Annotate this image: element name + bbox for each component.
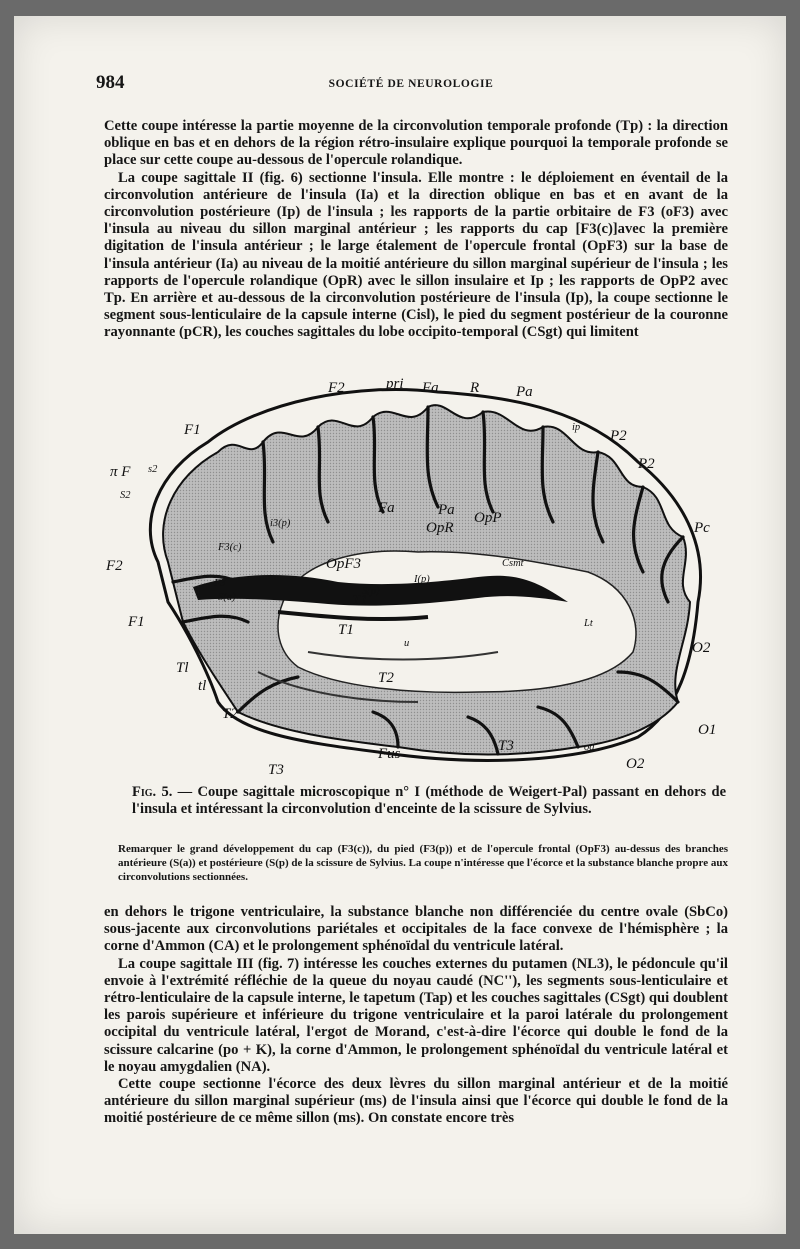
label-O1: O1 — [698, 722, 717, 738]
label-tl: tl — [198, 678, 207, 694]
label-piF: π F — [110, 464, 131, 480]
figure-caption — [132, 784, 726, 818]
white-matter — [278, 551, 636, 692]
page-number: 984 — [96, 72, 125, 93]
paragraph: La coupe sagittale III (fig. 7) intéresse les couches externes du putamen (NL3), le pédoncule qu'il envoie à l'extrémité réfléchie de la queue du noyau caudé (NC''), les segments sous-lenticulaire et rétro-lenticulaire de la capsule interne, le tapetum (Tap) et les couches sagittales (CSgt) qui doublent les parois supérieure et inférieure du trigone ventriculaire et la paroi latérale du prolongement occipital du ventricule latéral, l'ergot de Morand, c'est-à-dire l'écorce qui double le fond de la scissure calcarine (po + K), la corne d'Ammon, le prolongement sphénoïdal du ventricule latéral et le noyau amygdalien (NA). — [104, 955, 728, 1075]
label-T3-b: T3 — [268, 762, 284, 778]
label-F2-top: F2 — [328, 380, 345, 396]
caption-text: — Coupe sagittale microscopique n° I (méthode de Weigert-Pal) passant en dehors de l'insula et intéressant la circonvolution d'enceinte de la scissure de Sylvius. — [132, 784, 727, 817]
paragraph: Cette coupe intéresse la partie moyenne de la circonvolution temporale profonde (Tp) : la direction oblique en bas et en dehors de la région rétro-insulaire explique pourquoi la temporale profonde se place sur cette coupe au-dessous de l'opercule rolandique. — [104, 118, 728, 169]
label-u: u — [404, 638, 410, 649]
body-text-top — [104, 118, 728, 342]
label-T3: T3 — [498, 738, 514, 754]
label-F1-top: F1 — [184, 422, 201, 438]
label-F2-left: F2 — [106, 558, 123, 574]
label-O2-b: O2 — [626, 756, 645, 772]
label-F3c: F3(c) — [218, 542, 242, 553]
figure-note: Remarquer le grand développement du cap (F3(c)), du pied (F3(p)) et de l'opercule frontal (OpF3) au-dessus des branches antérieure (S(a)) et postérieure (S(p) de la scissure de Sylvius. La coupe n'intéresse que l'écorce et la substance blanche propre aux circonvolutions sectionnées. — [118, 843, 728, 883]
figure-number: Fig. 5. — [132, 784, 173, 800]
brain-section-figure — [98, 372, 738, 784]
label-oa: oa — [584, 742, 595, 753]
label-R: R — [470, 380, 480, 396]
label-F1-left: F1 — [128, 614, 145, 630]
label-pri: pri — [386, 376, 404, 392]
label-ip: ip — [572, 422, 581, 433]
label-S2: S2 — [120, 490, 131, 501]
label-T1-a: T1 — [352, 592, 368, 608]
label-Pa: Pa — [516, 384, 533, 400]
label-S-a: S(a) — [218, 592, 236, 603]
label-O2-a: O2 — [692, 640, 711, 656]
label-OpR: OpR — [426, 520, 454, 536]
label-T1-b: T1 — [338, 622, 354, 638]
running-head: SOCIÉTÉ DE NEUROLOGIE — [328, 78, 494, 90]
label-Pc: Pc — [694, 520, 710, 536]
label-P2-a: P2 — [610, 428, 627, 444]
label-OpF3: OpF3 — [326, 556, 361, 572]
label-T2-b: T2 — [222, 706, 238, 722]
paragraph: La coupe sagittale II (fig. 6) sectionne l'insula. Elle montre : le déploiement en éventail de la circonvolution antérieure de l'insula (Ia) et la direction oblique en bas et en avant de la circonvolution postérieure (Ip) de l'insula ; les rapports de la partie orbitaire de F3 (oF3) avec l'insula au niveau du sillon marginal antérieur ; les rapports du cap [F3(c)]avec la première digitation de l'insula antérieur ; le large étalement de l'opercule frontal (OpF3) sur la base de l'insula antérieur (Ia) au niveau de la moitié antérieure du sillon marginal supérieur de l'insula ; les rapports de l'opercule rolandique (OpR) avec le sillon insulaire et Ip ; les rapports de OpP2 avec Tp. En arrière et au-dessous de la circonvolution postérieure de l'insula (Ip), la coupe sectionne le segment sous-lenticulaire de la capsule interne (Cisl), le pied du segment postérieur de la couronne rayonnante (pCR), les couches sagittales du lobe occipito-temporal (CSgt) qui limitent — [104, 169, 728, 341]
label-T2: T2 — [378, 670, 394, 686]
page-header — [96, 72, 726, 98]
label-Pa-2: Pa — [438, 502, 455, 518]
label-Fus: Fus — [378, 746, 401, 762]
label-Tl: Tl — [176, 660, 189, 676]
brain-section-drawing — [98, 372, 738, 784]
label-S-p: S(p) — [362, 586, 380, 597]
label-Csmt: Csmt — [502, 558, 524, 569]
label-i3p: i3(p) — [270, 518, 291, 529]
body-text-bottom — [104, 904, 728, 1128]
label-F3: F3 — [214, 578, 226, 589]
label-Fa-2: Fa — [378, 500, 395, 516]
label-OpP: OpP — [474, 510, 502, 526]
paragraph: Cette coupe sectionne l'écorce des deux lèvres du sillon marginal antérieur et de la moitié antérieure du sillon marginal supérieur (ms) de l'insula ainsi que l'écorce qui double le fond de la moitié postérieure de ce même sillon (ms). On constate encore très — [104, 1076, 728, 1127]
label-s2: s2 — [148, 464, 158, 475]
paragraph: en dehors le trigone ventriculaire, la substance blanche non différenciée du centre ovale (SbCo) sous-jacente aux circonvolutions pariétales et occipitales de la face convexe de l'hémisphère ; la corne d'Ammon (CA) et le prolongement sphénoïdal du ventricule latéral. — [104, 904, 728, 955]
label-P2-b: P2 — [638, 456, 655, 472]
label-Fa: Fa — [422, 380, 439, 396]
label-Lt: Lt — [584, 618, 593, 629]
label-I-p: I(p) — [414, 574, 430, 585]
